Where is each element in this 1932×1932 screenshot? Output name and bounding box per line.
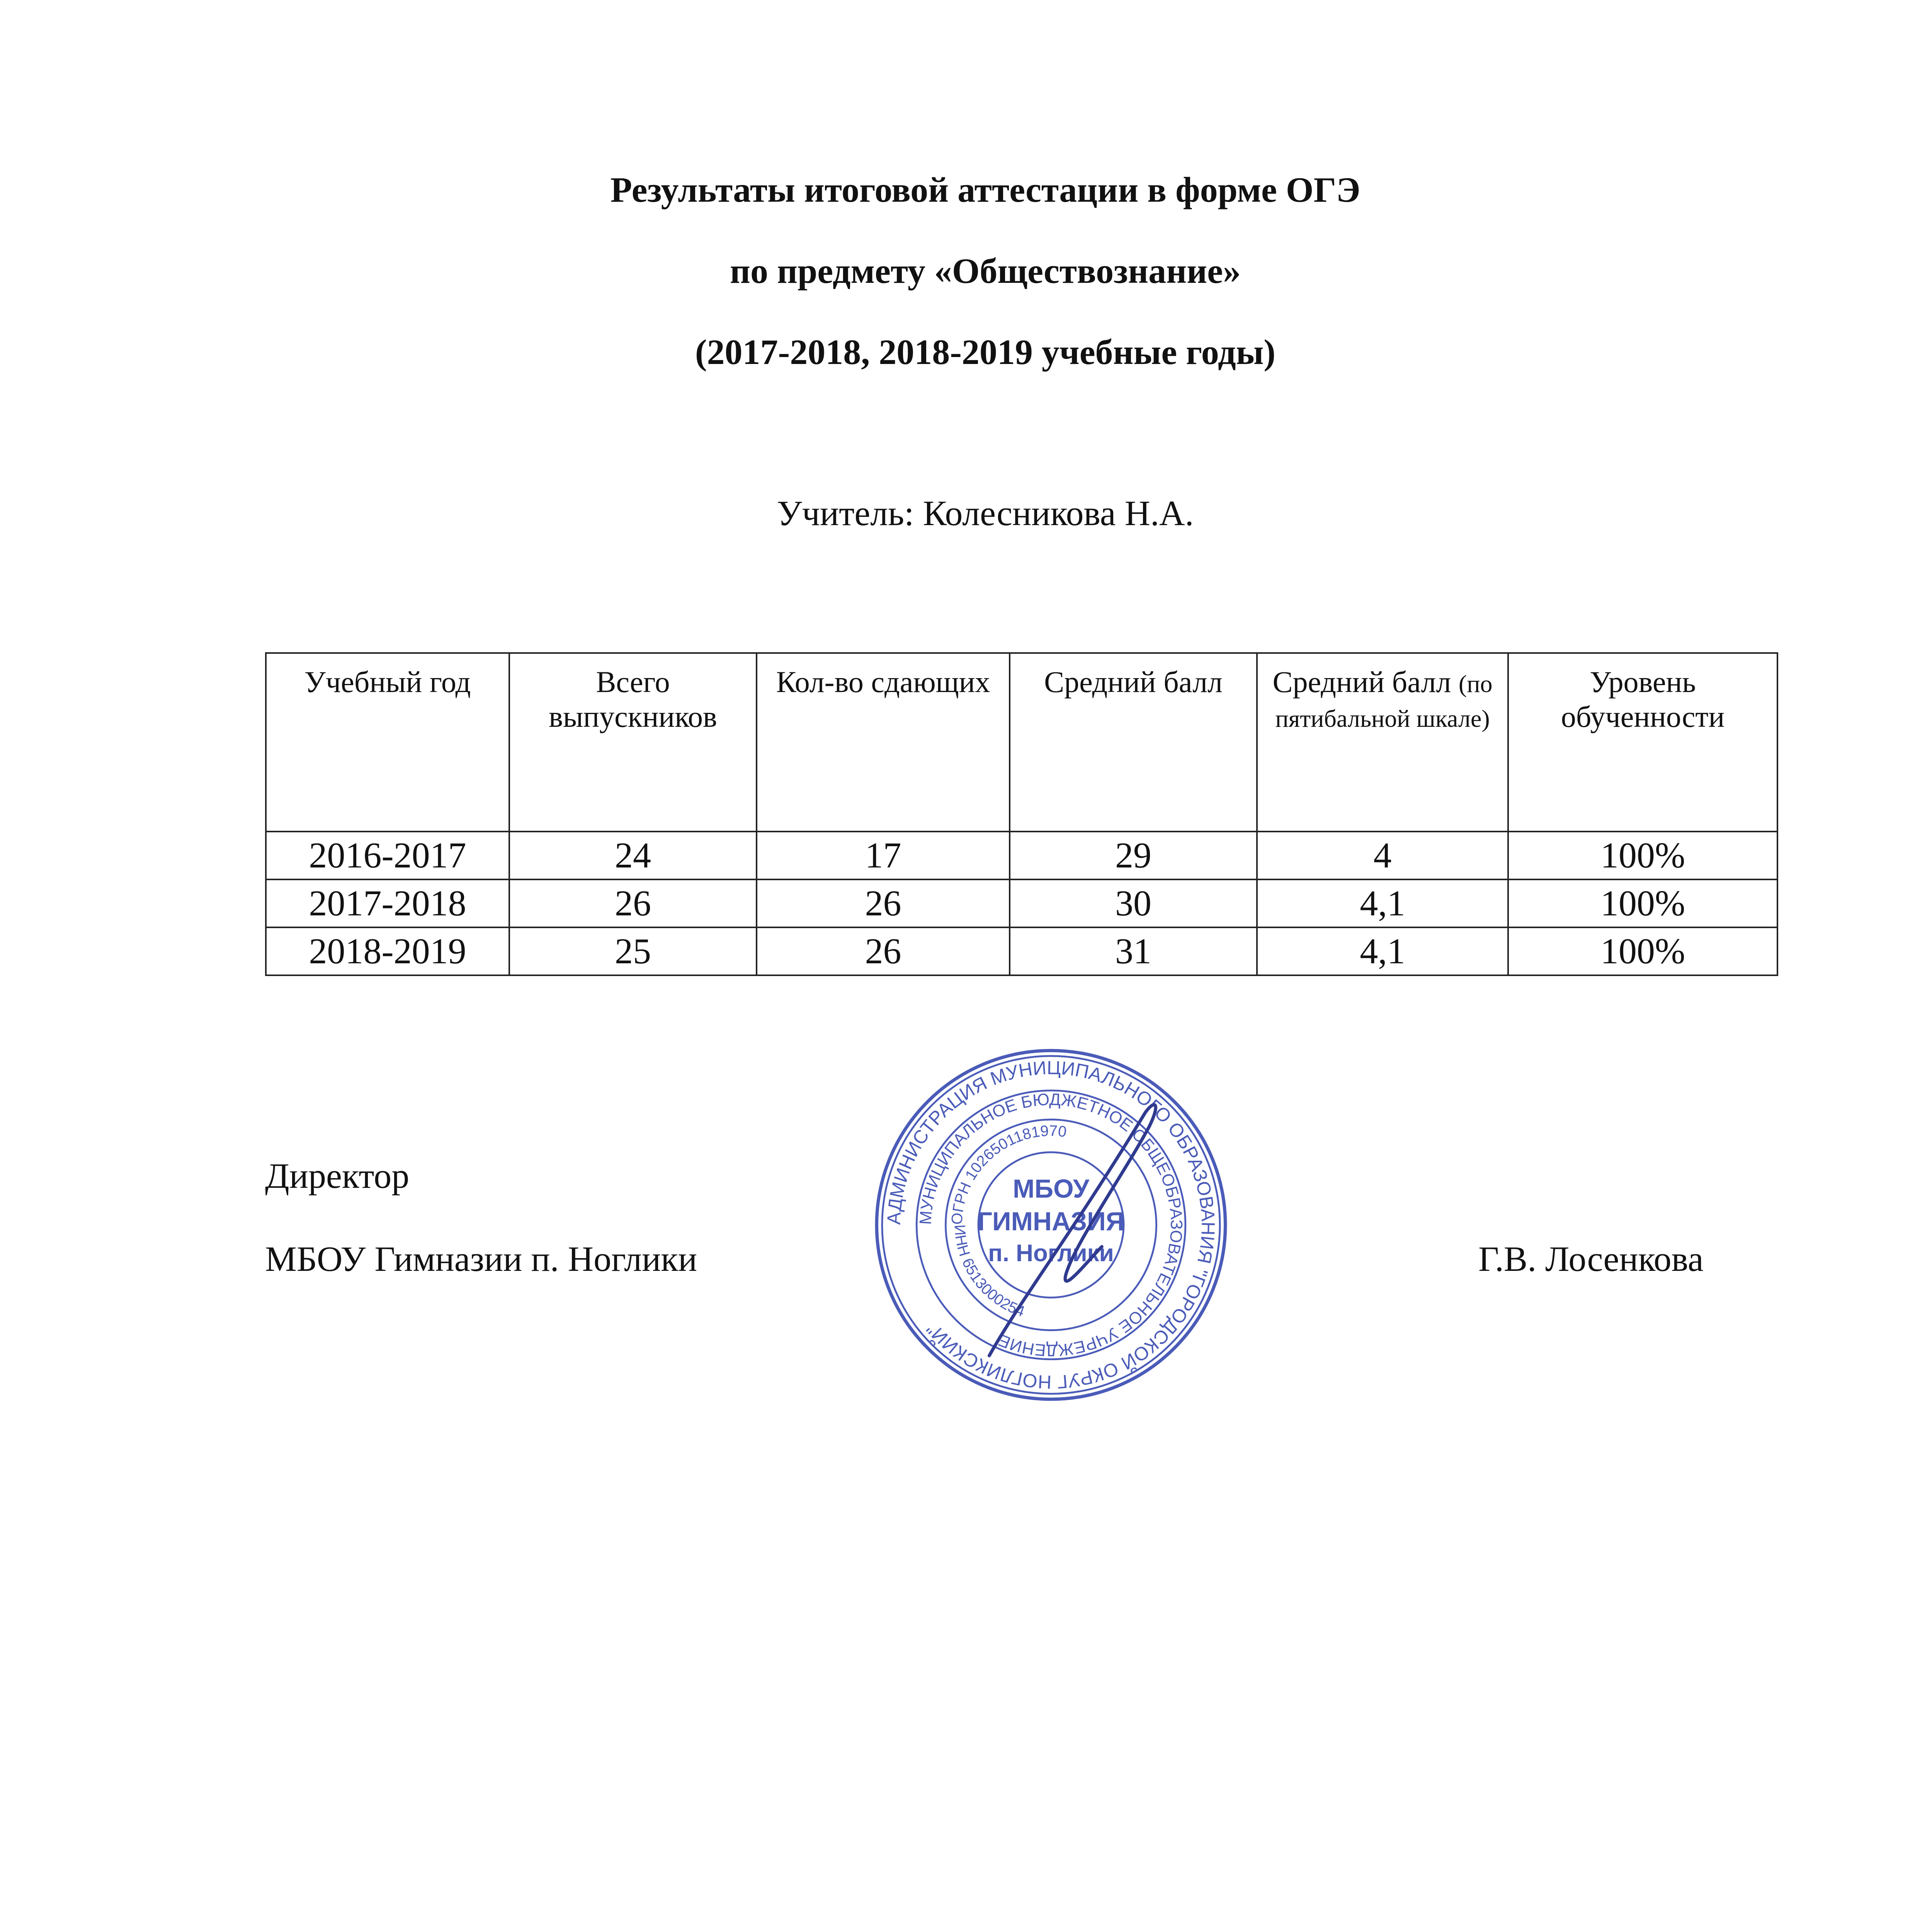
table-row bbox=[266, 832, 1777, 879]
cell-score: 30 bbox=[1010, 879, 1257, 927]
cell-grade: 4,1 bbox=[1257, 879, 1508, 927]
teacher-line: Учитель: Колесникова Н.А. bbox=[777, 493, 1194, 533]
seal-center-line-3: п. Ноглики bbox=[988, 1240, 1114, 1267]
document-title-line-2: по предмету «Обществознание» bbox=[730, 251, 1241, 291]
header-total-graduates: Всего выпускников bbox=[509, 653, 757, 832]
signer-organization: МБОУ Гимназии п. Ноглики bbox=[265, 1239, 697, 1279]
cell-level: 100% bbox=[1508, 879, 1777, 927]
document-title-line-3: (2017-2018, 2018-2019 учебные годы) bbox=[695, 332, 1276, 372]
seal-center-line-2: ГИМНАЗИЯ bbox=[977, 1207, 1125, 1236]
seal-center-line-1: МБОУ bbox=[1012, 1174, 1090, 1204]
signer-name: Г.В. Лосенкова bbox=[1478, 1239, 1704, 1279]
header-average-grade: Средний балл (по пятибальной шкале) bbox=[1257, 653, 1508, 832]
cell-takers: 26 bbox=[757, 879, 1010, 927]
header-academic-year: Учебный год bbox=[266, 653, 509, 832]
cell-level: 100% bbox=[1508, 832, 1777, 879]
header-average-score: Средний балл bbox=[1010, 653, 1257, 832]
cell-grade: 4 bbox=[1257, 832, 1508, 879]
cell-year: 2017-2018 bbox=[266, 879, 509, 927]
table-header-row bbox=[266, 653, 1777, 832]
header-test-takers: Кол-во сдающих bbox=[757, 653, 1010, 832]
cell-grade: 4,1 bbox=[1257, 927, 1508, 975]
results-table bbox=[265, 652, 1778, 976]
cell-total: 26 bbox=[509, 879, 757, 927]
document-title-line-1: Результаты итоговой аттестации в форме ОГЭ bbox=[610, 170, 1361, 209]
signer-position: Директор bbox=[265, 1156, 410, 1196]
cell-takers: 26 bbox=[757, 927, 1010, 975]
official-seal bbox=[869, 1043, 1233, 1406]
table-row bbox=[266, 879, 1777, 927]
cell-total: 25 bbox=[509, 927, 757, 975]
table-row bbox=[266, 927, 1777, 975]
seal-inner-text: МУНИЦИПАЛЬНОЕ БЮДЖЕТНОЕ ОБЩЕОБРАЗОВАТЕЛЬНОЕ УЧРЕЖДЕНИЕ bbox=[916, 1090, 1186, 1360]
cell-year: 2016-2017 bbox=[266, 832, 509, 879]
cell-score: 29 bbox=[1010, 832, 1257, 879]
seal-outer-text: АДМИНИСТРАЦИЯ МУНИЦИПАЛЬНОГО ОБРАЗОВАНИЯ "ГОРОДСКОЙ ОКРУГ НОГЛИКСКИЙ" bbox=[883, 1057, 1219, 1393]
header-learning-level: Уровень обученности bbox=[1508, 653, 1777, 832]
cell-year: 2018-2019 bbox=[266, 927, 509, 975]
header-average-grade-note: (по пятибальной шкале) bbox=[1275, 670, 1493, 732]
cell-score: 31 bbox=[1010, 927, 1257, 975]
cell-level: 100% bbox=[1508, 927, 1777, 975]
seal-inn-text: ИНН 6513000254 bbox=[951, 1224, 1027, 1320]
cell-total: 24 bbox=[509, 832, 757, 879]
seal-ogrn-text: ОГРН 1026501181970 bbox=[948, 1122, 1068, 1225]
cell-takers: 17 bbox=[757, 832, 1010, 879]
